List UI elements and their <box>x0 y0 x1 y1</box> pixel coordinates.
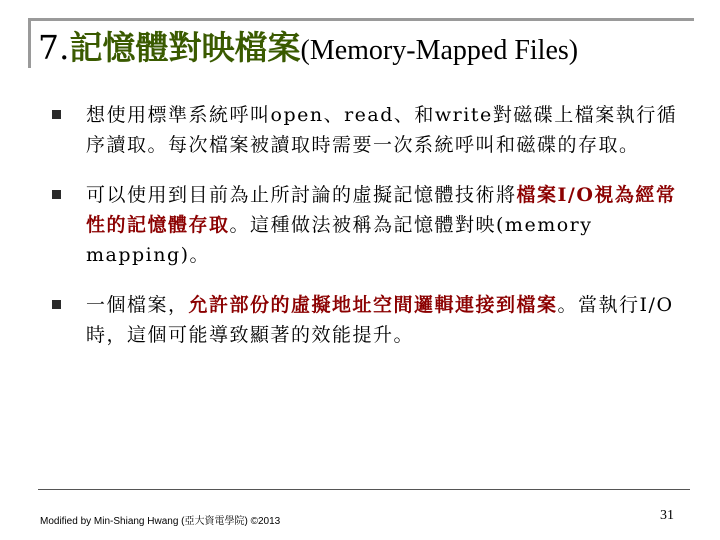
bullet-text: 。這種做法被稱為記憶體對映(memory mapping)。 <box>86 214 593 266</box>
title-number: 7. <box>38 28 70 67</box>
bullet-text: 想使用標準系統呼叫open、read、和write對磁碟上檔案執行循序讀取。每次檔案被讀取時需要一次系統呼叫和磁碟的存取。 <box>86 104 678 156</box>
bullet-text: 一個檔案， <box>86 294 189 316</box>
bullet-item <box>52 100 692 160</box>
title-frame-left-rule <box>28 18 31 68</box>
slide-title <box>38 28 578 68</box>
square-bullet-icon <box>52 190 61 199</box>
highlighted-phrase: 檔案I/O視為經常性的記憶體存取 <box>86 184 677 236</box>
bullet-text: 可以使用到目前為止所討論的虛擬記憶體技術將 <box>86 184 517 206</box>
bullet-item <box>52 290 692 350</box>
title-english: (Memory-Mapped Files) <box>300 35 579 66</box>
bullet-item <box>52 180 692 270</box>
footer-credit: Modified by Min-Shiang Hwang (亞大資電學院) ©2013 <box>40 516 281 527</box>
title-chinese: 記憶體對映檔案 <box>69 28 301 67</box>
highlighted-phrase: 允許部份的虛擬地址空間邏輯連接到檔案 <box>188 294 558 316</box>
title-frame-top-rule <box>28 18 694 21</box>
page-number: 31 <box>660 508 674 523</box>
square-bullet-icon <box>52 300 61 309</box>
footer-divider <box>38 489 690 490</box>
bullet-text: 。當執行I/O時，這個可能導致顯著的效能提升。 <box>86 294 674 346</box>
bullet-list <box>52 100 692 370</box>
square-bullet-icon <box>52 110 61 119</box>
